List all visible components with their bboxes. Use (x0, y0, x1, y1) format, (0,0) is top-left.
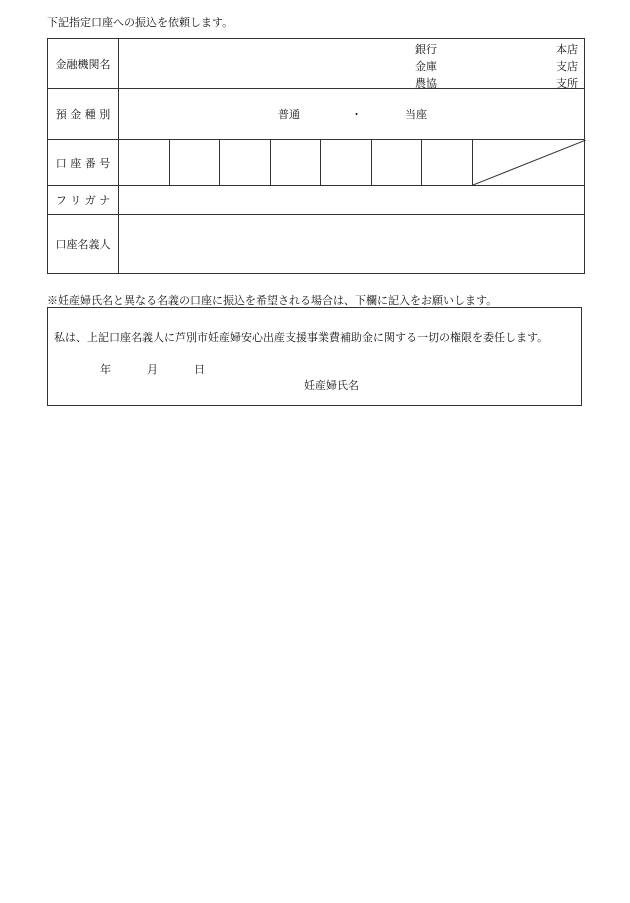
account-form-table (47, 38, 585, 274)
delegation-text: 私は、上記口座名義人に芦別市妊産婦安心出産支援事業費補助金に関する一切の権限を委任します。 (54, 331, 549, 344)
bank-label: 金融機関名 (48, 39, 119, 89)
deposit-type-row (48, 89, 585, 140)
bank-type-bank: 銀行 (415, 43, 437, 56)
bank-type-nokyo: 農協 (415, 77, 437, 90)
date-month-label[interactable]: 月 (147, 363, 158, 376)
note-text: ※妊産婦氏名と異なる名義の口座に振込を希望される場合は、下欄に記入をお願いします。 (47, 294, 498, 307)
furigana-row (48, 186, 585, 215)
account-digit-box[interactable] (220, 140, 271, 185)
bank-type-shinkin: 金庫 (415, 60, 437, 73)
unused-cell-slash (473, 140, 586, 185)
account-holder-label: 口座名義人 (48, 215, 119, 274)
deposit-type-current[interactable]: 当座 (405, 108, 427, 121)
date-day-label[interactable]: 日 (194, 363, 205, 376)
account-digit-box[interactable] (422, 140, 473, 185)
branch-type-office: 支所 (556, 77, 578, 90)
bank-row (48, 39, 585, 89)
deposit-type-separator: ・ (351, 108, 362, 121)
account-digit-box[interactable] (170, 140, 221, 185)
branch-type-branch: 支店 (556, 60, 578, 73)
branch-type-head: 本店 (556, 43, 578, 56)
account-digit-box[interactable] (372, 140, 423, 185)
account-number-field (119, 140, 585, 186)
account-digit-box[interactable] (271, 140, 322, 185)
bank-name-field[interactable] (119, 39, 585, 89)
deposit-type-field[interactable] (119, 89, 585, 140)
account-number-row (48, 140, 585, 186)
bank-type-list (415, 41, 437, 92)
deposit-type-label: 預 金 種 別 (48, 89, 119, 140)
account-holder-row (48, 215, 585, 274)
delegation-box (47, 307, 582, 406)
account-digit-box[interactable] (119, 140, 170, 185)
account-number-label: 口 座 番 号 (48, 140, 119, 186)
branch-type-list (556, 41, 578, 92)
signature-label[interactable]: 妊産婦氏名 (304, 379, 359, 392)
date-year-label[interactable]: 年 (100, 363, 111, 376)
furigana-field[interactable] (119, 186, 585, 215)
deposit-type-ordinary[interactable]: 普通 (278, 108, 300, 121)
account-holder-field[interactable] (119, 215, 585, 274)
intro-text: 下記指定口座への振込を依頼します。 (47, 16, 234, 29)
furigana-label: フ リ ガ ナ (48, 186, 119, 215)
account-digit-box[interactable] (321, 140, 372, 185)
